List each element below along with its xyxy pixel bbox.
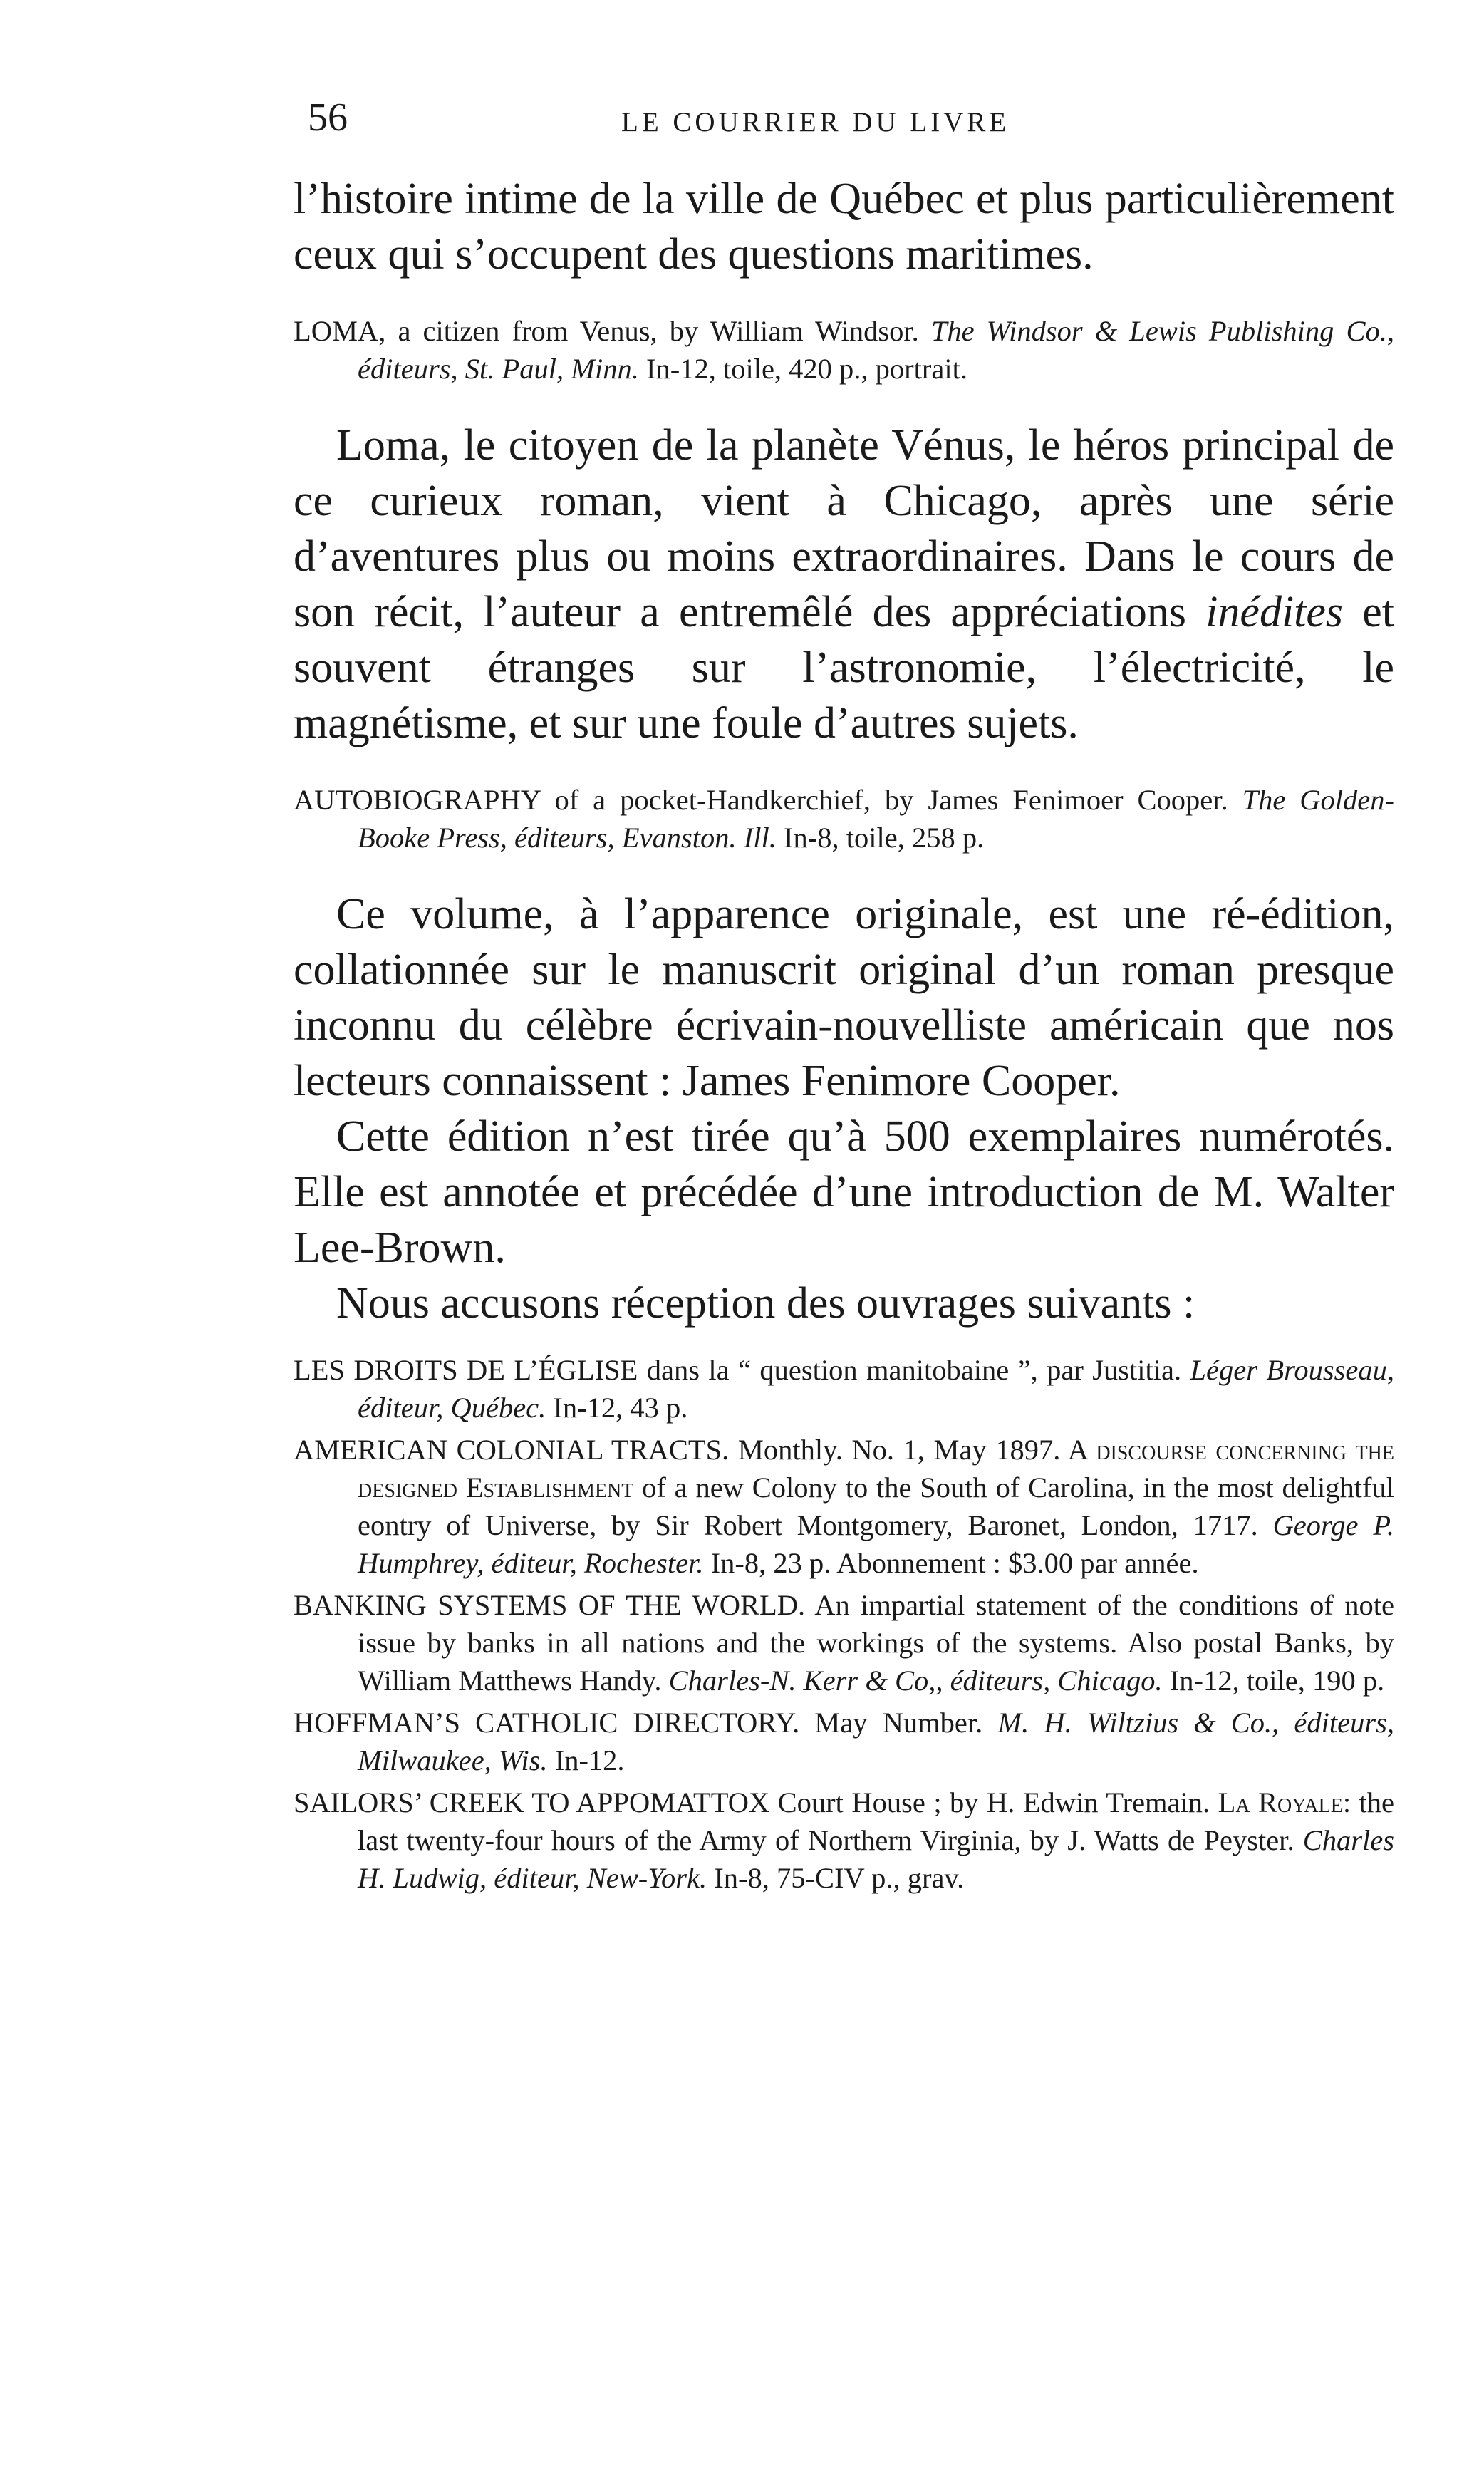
received-entry-american-colonial: AMERICAN COLONIAL TRACTS. Monthly. No. 1, May 1897. A discourse concerning the designed Establishment of a new Colony to the South of Carolina, in the most delightful eontry of Universe, by Sir Robert Montgomery, Baronet, London, 1717. George P. Humphrey, éditeur, Rochester. In-8, 23 p. Abonnement : $3.00 par année. [294,1434,1395,1579]
page-number: 56 [308,95,348,140]
received-entry-banking: BANKING SYSTEMS OF THE WORLD. An impartial statement of the conditions of note issue by banks in all nations and the workings of the systems. Also postal Banks, by William Matthews Handy. Charles-N. Kerr & Co,, éditeurs, Chicago. In-12, toile, 190 p. [294,1589,1394,1697]
page-header [294,93,1394,171]
received-list [294,1351,1394,1897]
review-autobiography-1: Ce volume, à l’apparence originale, est une ré-édition, collationnée sur le manuscrit original d’un roman presque inconnu du célèbre écrivain-nouvelliste américain que nos lecteurs connaissent : James Fenimore Cooper. [294,890,1394,1105]
entry-publisher: The Golden-Booke Press, éditeurs, Evanston. Ill. [358,784,1394,854]
entry-title: AUTOBIOGRAPHY of a pocket-Handkerchief, by James Fenimoer Cooper. [294,784,1228,816]
entry-details: In-12, toile, 420 p., portrait. [645,353,968,385]
intro-paragraph: l’histoire intime de la ville de Québec et plus particulièrement ceux qui s’occupent des questions maritimes. [294,175,1394,279]
entry-details: In-8, toile, 258 p. [784,822,985,854]
book-entry-autobiography [294,781,1394,856]
received-intro: Nous accusons réception des ouvrages suivants : [336,1279,1195,1328]
book-page [294,93,1394,1901]
received-entry-droits: LES DROITS DE L’ÉGLISE dans la “ question manitobaine ”, par Justitia. Léger Brousseau, éditeur, Québec. In-12, 43 p. [294,1354,1395,1424]
review-autobiography-2: Cette édition n’est tirée qu’à 500 exemplaires numérotés. Elle est annotée et précédée d’une introduction de M. Walter Lee-Brown. [294,1112,1394,1272]
emphasis-text: inédites [1205,588,1344,636]
received-entry-hoffman: HOFFMAN’S CATHOLIC DIRECTORY. May Number. M. H. Wiltzius & Co., éditeurs, Milwaukee, Wis. In-12. [294,1707,1395,1776]
entry-publisher: The Windsor & Lewis Publishing Co., éditeurs, St. Paul, Minn. [358,315,1394,385]
entry-title: LOMA, a citizen from Venus, by William Windsor. [294,315,919,347]
running-title: LE COURRIER DU LIVRE [621,107,1010,138]
review-loma: Loma, le citoyen de la planète Vénus, le héros principal de ce curieux roman, vient à Chicago, après une série d’aventures plus ou moins extraordinaires. Dans le cours de son récit, l’auteur a entremêlé des appréciations inédites et souvent étranges sur l’astronomie, l’électricité, le magnétisme, et sur une foule d’autres sujets. [294,421,1395,747]
received-entry-sailors: SAILORS’ CREEK TO APPOMATTOX Court House ; by H. Edwin Tremain. La Royale: the last twenty-four hours of the Army of Northern Virginia, by J. Watts de Peyster. Charles H. Ludwig, éditeur, New-York. In-8, 75-CIV p., grav. [294,1786,1395,1894]
book-entry-loma [294,312,1394,388]
